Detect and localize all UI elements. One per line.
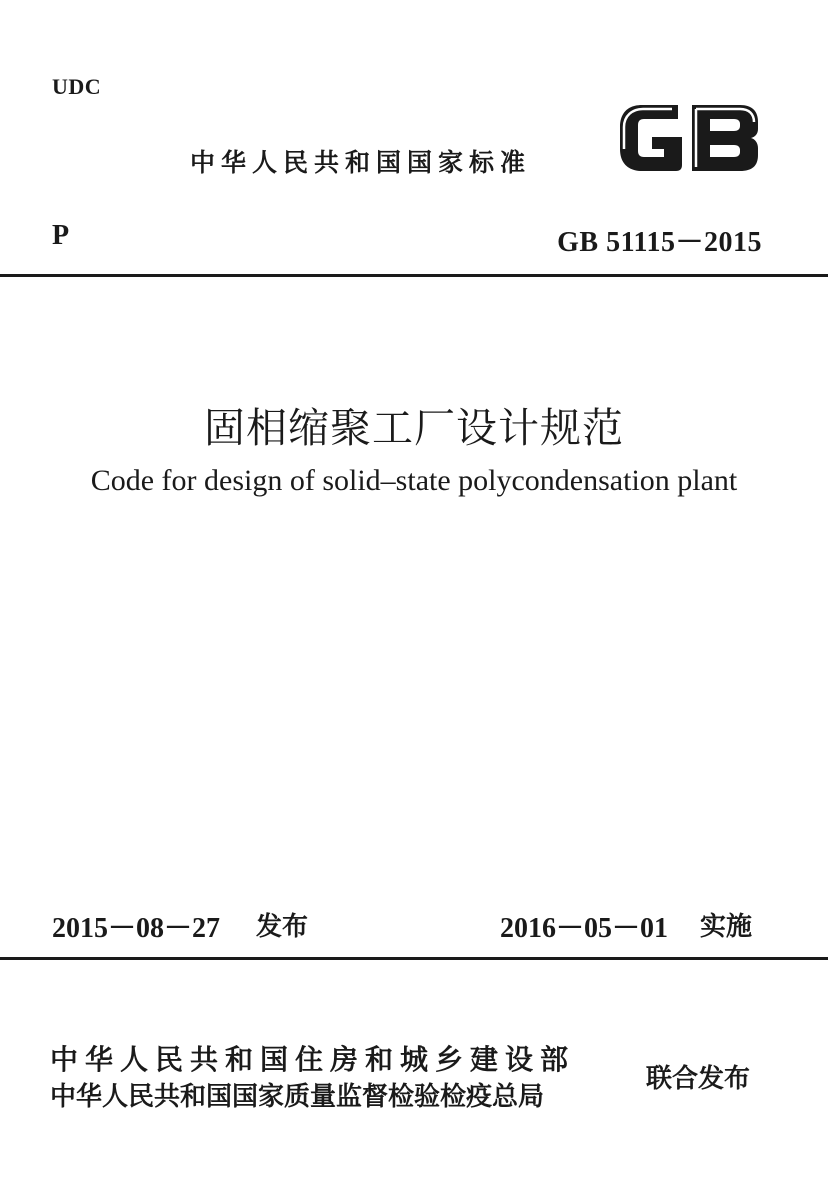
gb-logo-icon [612, 97, 764, 179]
issue-label: 发布 [256, 912, 309, 942]
udc-label: UDC [52, 74, 102, 99]
issue-date: 2015－08－27 [52, 913, 221, 944]
implementation-date: 2016－05－01 [500, 913, 669, 944]
standard-category: P [52, 220, 70, 251]
document-title-chinese: 固相缩聚工厂设计规范 [204, 404, 624, 452]
standard-number: GB 51115－2015 [557, 227, 762, 258]
implementation-label: 实施 [700, 912, 753, 942]
issuer-ministry: 中华人民共和国住房和城乡建设部 [50, 1043, 576, 1076]
top-divider [0, 274, 828, 277]
document-title-english: Code for design of solid–state polycondensation plant [90, 464, 738, 497]
issuer-administration: 中华人民共和国国家质量监督检验检疫总局 [50, 1082, 545, 1112]
joint-issue-label: 联合发布 [646, 1064, 751, 1094]
national-standard-heading: 中华人民共和国国家标准 [190, 148, 532, 177]
bottom-divider [0, 957, 828, 960]
